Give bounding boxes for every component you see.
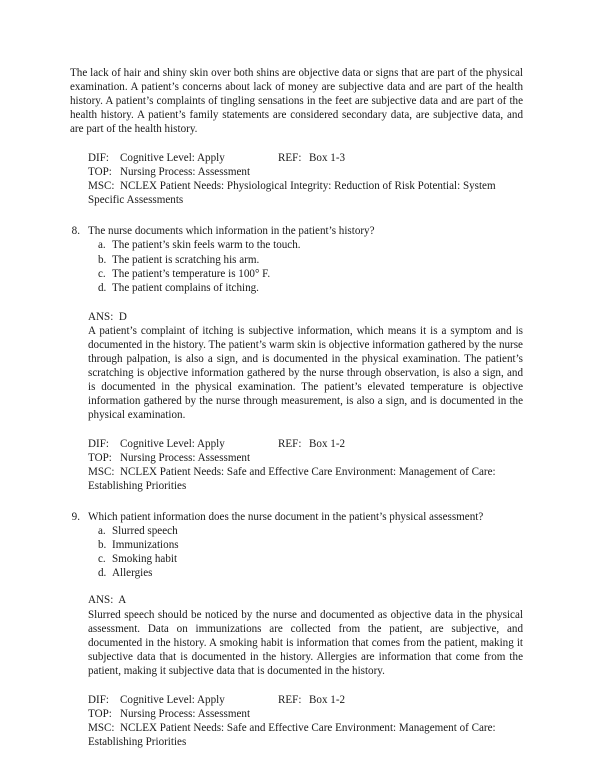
- meta-label-top: TOP:: [88, 707, 112, 720]
- meta-value-msc: NCLEX Patient Needs: Safe and Effective Care Environment: Management of Care:: [120, 721, 496, 734]
- option-text: Slurred speech: [112, 525, 178, 538]
- meta-dif-group: [88, 693, 278, 707]
- meta-row-top: [88, 165, 523, 179]
- option-letter: b.: [98, 253, 107, 266]
- meta-dif-group: [88, 437, 278, 451]
- option-b[interactable]: [98, 538, 523, 552]
- meta-label-msc: MSC:: [88, 466, 115, 479]
- question-stem: Which patient information does the nurse document in the patient’s physical assessment?: [88, 511, 484, 524]
- question-number: 9.: [71, 511, 80, 524]
- meta-value-top: Nursing Process: Assessment: [120, 707, 251, 720]
- meta-dif-group: [88, 151, 278, 165]
- spacer: [70, 678, 523, 693]
- meta-block-3: [88, 693, 523, 749]
- spacer: [70, 422, 523, 437]
- option-letter: d.: [98, 281, 107, 294]
- answer-line: [88, 593, 523, 607]
- meta-ref-group: [278, 437, 345, 451]
- answer-block-8: [88, 310, 523, 422]
- answer-block-9: [88, 593, 523, 677]
- meta-row-dif-ref: [88, 693, 523, 707]
- option-text: The patient is scratching his arm.: [112, 253, 260, 266]
- meta-ref-group: [278, 151, 345, 165]
- question-9-options: [70, 524, 523, 580]
- spacer: [70, 493, 523, 510]
- meta-label-ref: REF:: [278, 152, 302, 165]
- meta-row-dif-ref: [88, 151, 523, 165]
- question-stem: The nurse documents which information in the patient’s history?: [88, 225, 375, 238]
- option-text: The patient complains of itching.: [112, 281, 259, 294]
- meta-value-top: Nursing Process: Assessment: [120, 166, 251, 179]
- answer-rationale: Slurred speech should be noticed by the nurse and documented as objective data in the physical assessment. Data on immunizations are collected from the patient, are subjective, and documented in the history. A smoking habit is information that comes from the patient, making it subjective data that is documented in the history. Allergies are information that come from the patient, making it subjective data that is documented in the history.: [88, 608, 523, 677]
- spacer: [70, 207, 523, 224]
- meta-row-msc: [88, 179, 523, 193]
- answer-value: A: [118, 594, 127, 607]
- question-9: [70, 510, 523, 524]
- meta-label-dif: DIF:: [88, 438, 109, 451]
- meta-value-dif: Cognitive Level: Apply: [120, 438, 225, 451]
- meta-ref-group: [278, 693, 345, 707]
- spacer: [70, 295, 523, 310]
- question-number: 8.: [71, 225, 80, 238]
- meta-block-2: [88, 437, 523, 493]
- meta-value-dif: Cognitive Level: Apply: [120, 152, 225, 165]
- option-text: The patient’s skin feels warm to the touch.: [112, 239, 301, 252]
- meta-label-top: TOP:: [88, 166, 112, 179]
- meta-row-msc: [88, 465, 523, 479]
- spacer: [70, 136, 523, 151]
- meta-label-dif: DIF:: [88, 152, 109, 165]
- meta-row-top: [88, 707, 523, 721]
- option-letter: c.: [98, 553, 106, 566]
- option-a[interactable]: [98, 524, 523, 538]
- option-letter: a.: [98, 525, 106, 538]
- option-text: The patient’s temperature is 100° F.: [112, 267, 271, 280]
- answer-value: D: [118, 310, 127, 323]
- meta-label-ref: REF:: [278, 693, 302, 706]
- option-letter: d.: [98, 567, 107, 580]
- meta-row-top: [88, 451, 523, 465]
- meta-label-ref: REF:: [278, 438, 302, 451]
- meta-row-dif-ref: [88, 437, 523, 451]
- option-text: Smoking habit: [112, 553, 178, 566]
- option-letter: a.: [98, 239, 106, 252]
- meta-value-msc: NCLEX Patient Needs: Physiological Integrity: Reduction of Risk Potential: System: [120, 180, 496, 193]
- meta-value-ref: Box 1-2: [309, 693, 346, 706]
- option-text: Allergies: [112, 567, 153, 580]
- option-d[interactable]: [98, 281, 523, 295]
- meta-msc-continuation: Establishing Priorities: [88, 735, 187, 748]
- answer-rationale: A patient’s complaint of itching is subjective information, which means it is a symptom and is documented in the history. The patient’s warm skin is objective information gathered by the nurse through palpation, is also a sign, and is documented in the physical examination. The patient’s scratching is objective information gathered by the nurse through observation, is also a sign, and is documented in the physical examination. The patient’s elevated temperature is objective information gathered by the nurse through measurement, is also a sign, and is documented in the physical examination.: [88, 324, 523, 421]
- meta-block-1: [88, 151, 523, 207]
- meta-value-top: Nursing Process: Assessment: [120, 452, 251, 465]
- meta-value-ref: Box 1-2: [309, 438, 346, 451]
- option-letter: b.: [98, 539, 107, 552]
- option-c[interactable]: [98, 552, 523, 566]
- meta-msc-continuation: Establishing Priorities: [88, 480, 187, 493]
- meta-value-dif: Cognitive Level: Apply: [120, 693, 225, 706]
- meta-label-msc: MSC:: [88, 721, 115, 734]
- answer-line: [88, 310, 523, 324]
- meta-label-msc: MSC:: [88, 180, 115, 193]
- intro-rationale-paragraph: The lack of hair and shiny skin over both shins are objective data or signs that are part of the physical examination. A patient’s concerns about lack of money are subjective data and are part of the health history. A patient’s complaints of tingling sensations in the feet are subjective data and are part of the health history. A patient’s family statements are considered secondary data, are subjective data, and are part of the health history.: [70, 67, 523, 136]
- answer-label: ANS:: [88, 310, 114, 323]
- meta-value-msc: NCLEX Patient Needs: Safe and Effective Care Environment: Management of Care:: [120, 466, 496, 479]
- option-b[interactable]: [98, 253, 523, 267]
- answer-label: ANS:: [88, 594, 114, 607]
- meta-label-dif: DIF:: [88, 693, 109, 706]
- option-letter: c.: [98, 267, 106, 280]
- meta-row-msc: [88, 721, 523, 735]
- meta-msc-continuation: Specific Assessments: [88, 194, 184, 207]
- meta-label-top: TOP:: [88, 452, 112, 465]
- page-content: [70, 66, 523, 749]
- option-a[interactable]: [98, 238, 523, 252]
- option-text: Immunizations: [112, 539, 179, 552]
- question-8-options: [70, 238, 523, 294]
- option-d[interactable]: [98, 566, 523, 580]
- meta-value-ref: Box 1-3: [309, 152, 346, 165]
- question-8: [70, 224, 523, 238]
- option-c[interactable]: [98, 267, 523, 281]
- spacer: [70, 580, 523, 593]
